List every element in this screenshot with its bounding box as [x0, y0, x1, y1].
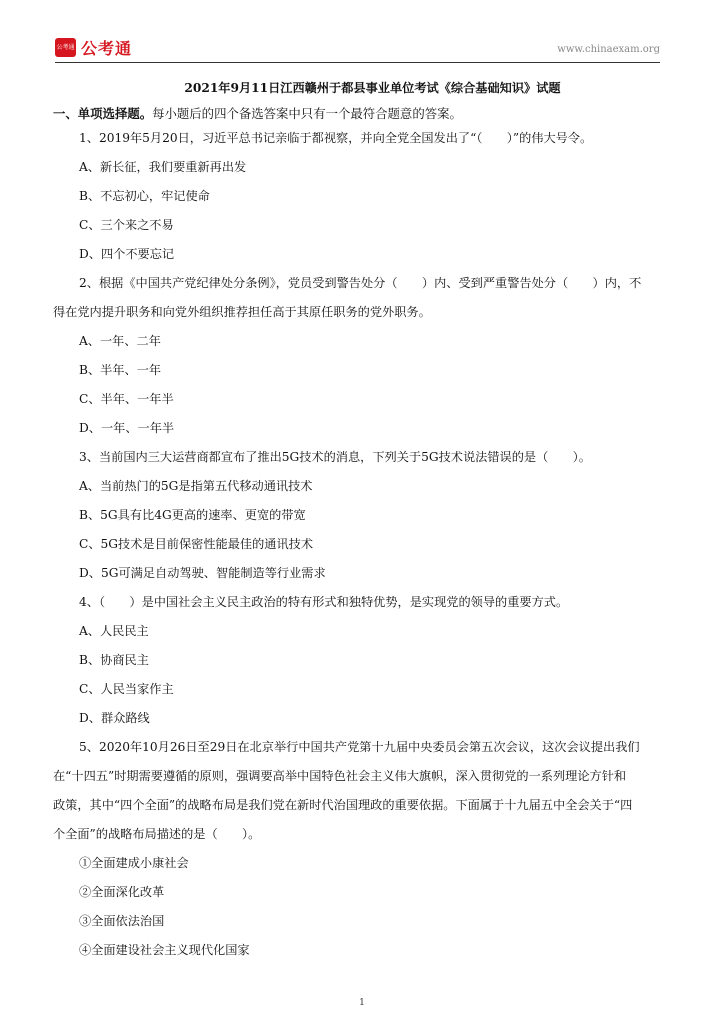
- question-4-option-c: C、人民当家作主: [79, 682, 174, 696]
- question-3-option-a: A、当前热门的5G是指第五代移动通讯技术: [79, 479, 313, 493]
- page-header: [55, 36, 660, 62]
- question-2-stem-line-1: 2、根据《中国共产党纪律处分条例》，党员受到警告处分（ ）内、受到严重警告处分（ ）内，不: [79, 276, 642, 290]
- question-3-option-d: D、5G可满足自动驾驶、智能制造等行业需求: [79, 566, 326, 580]
- section-heading: [53, 104, 666, 124]
- question-1-option-a: A、新长征，我们要重新再出发: [79, 160, 247, 174]
- question-3-option-c: C、5G技术是目前保密性能最佳的通讯技术: [79, 537, 314, 551]
- question-1-option-b: B、不忘初心，牢记使命: [79, 189, 210, 203]
- question-4-option-b: B、协商民主: [79, 653, 149, 667]
- document-title: 2021年9月11日江西赣州于都县事业单位考试《综合基础知识》试题: [184, 81, 561, 95]
- logo-badge-icon: 公考通: [55, 38, 76, 57]
- question-2-option-c: C、半年、一年半: [79, 392, 174, 406]
- question-5-stem-line-1: 5、2020年10月26日至29日在北京举行中国共产党第十九届中央委员会第五次会议，这次会议提出我们: [79, 740, 640, 754]
- question-5-stem-line-2: 在“十四五”时期需要遵循的原则，强调要高举中国特色社会主义伟大旗帜，深入贯彻党的一系列理论方针和: [53, 769, 627, 783]
- question-3-option-b: B、5G具有比4G更高的速率、更宽的带宽: [79, 508, 306, 522]
- question-2-stem-line-2: 得在党内提升职务和向党外组织推荐担任高于其原任职务的党外职务。: [53, 305, 431, 319]
- header-divider: [55, 62, 660, 63]
- question-3-stem: 3、当前国内三大运营商都宣布了推出5G技术的消息，下列关于5G技术说法错误的是（ ）。: [79, 450, 591, 464]
- question-5-stem-line-3: 政策，其中“四个全面”的战略布局是我们党在新时代治国理政的重要依据。下面属于十九届五中全会关于“四: [53, 798, 633, 812]
- question-2-option-d: D、一年、一年半: [79, 421, 175, 435]
- page-number: 1: [359, 998, 365, 1008]
- question-2-option-b: B、半年、一年: [79, 363, 162, 377]
- question-5-option-3: ③全面依法治国: [79, 914, 165, 928]
- question-1-stem: 1、2019年5月20日，习近平总书记亲临于都视察，并向全党全国发出了“（ ）”的伟大号令。: [79, 131, 593, 145]
- question-4-option-a: A、人民民主: [79, 624, 149, 638]
- question-5-stem-line-4: 个全面”的战略布局描述的是（ ）。: [53, 827, 261, 841]
- site-url[interactable]: www.chinaexam.org: [557, 44, 660, 55]
- question-5-option-1: ①全面建成小康社会: [79, 856, 189, 870]
- logo-text: 公考通: [81, 39, 133, 58]
- question-2-option-a: A、一年、二年: [79, 334, 161, 348]
- section-heading-bold: 一、单项选择题。: [53, 106, 153, 121]
- document-body: [53, 80, 666, 965]
- section-heading-rest: 每小题后的四个备选答案中只有一个最符合题意的答案。: [152, 106, 462, 121]
- question-1-option-c: C、三个来之不易: [79, 218, 174, 232]
- question-5-option-2: ②全面深化改革: [79, 885, 165, 899]
- question-5-option-4: ④全面建设社会主义现代化国家: [79, 943, 250, 957]
- question-4-option-d: D、群众路线: [79, 711, 150, 725]
- logo[interactable]: [55, 36, 132, 59]
- question-4-stem: 4、（ ）是中国社会主义民主政治的特有形式和独特优势，是实现党的领导的重要方式。: [79, 595, 569, 609]
- question-1-option-d: D、四个不要忘记: [79, 247, 175, 261]
